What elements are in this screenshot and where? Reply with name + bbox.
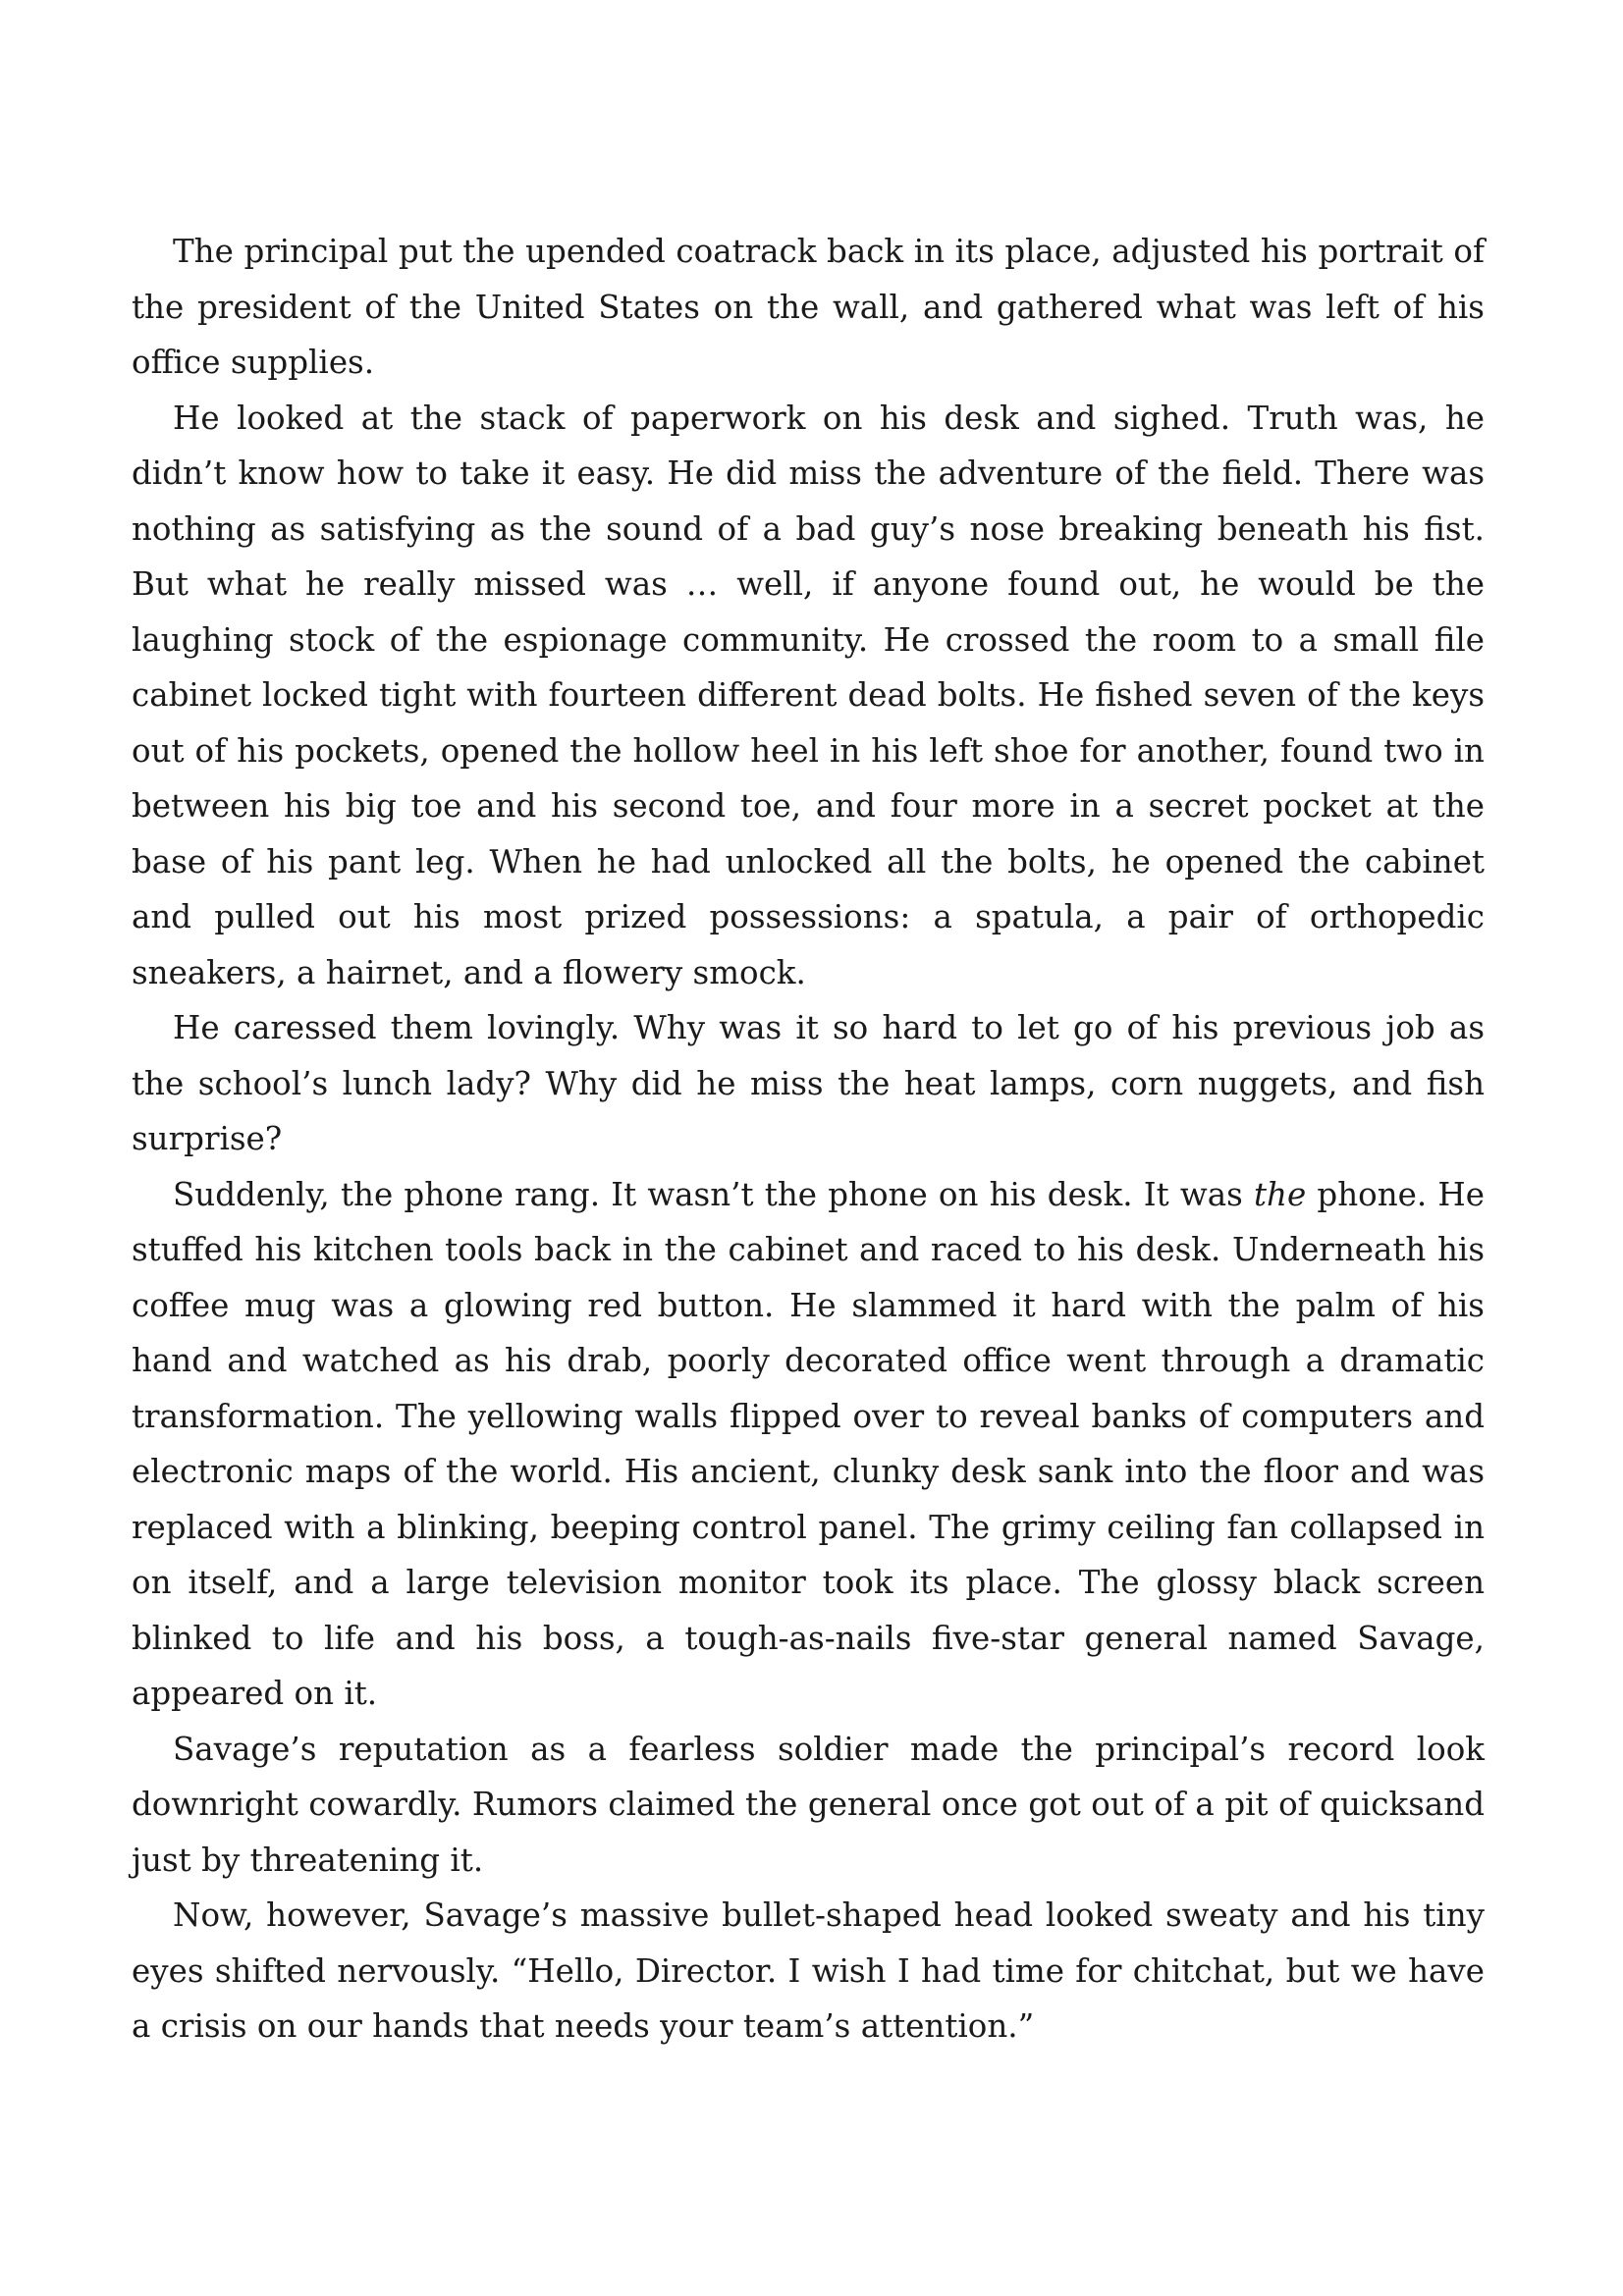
paragraph-6: Now, however, Savage’s massive bullet-shaped head looked sweaty and his tiny eyes shifted nervously. “Hello, Director. I wish I had time for chitchat, but we have a crisis on our hands that needs your team’s attention.” <box>132 1896 1485 2045</box>
paragraph-4-end: phone. He stuffed his kitchen tools back in the cabinet and raced to his desk. Underneath his coffee mug was a glowing red button. He slammed it hard with the palm of his hand and watched as his drab, poorly decorated office went through a dramatic transformation. The yellowing walls flipped over to reveal banks of computers and electronic maps of the world. His ancient, clunky desk sank into the floor and was replaced with a blinking, beeping control panel. The grimy ceiling fan collapsed in on itself, and a large television monitor took its place. The glossy black screen blinked to life and his boss, a tough-as-nails five-star general named Savage, appeared on it. <box>132 1175 1485 1712</box>
emphasized-word: the <box>1253 1175 1307 1213</box>
paragraph-5: Savage’s reputation as a fearless soldier made the principal’s record look downright cowardly. Rumors claimed the general once got out of a pit of quicksand just by threatening it. <box>132 1730 1485 1879</box>
body-text <box>132 224 1485 2055</box>
paragraph-2: He looked at the stack of paperwork on his desk and sighed. Truth was, he didn’t know how to take it easy. He did miss the adventure of the field. There was nothing as satisfying as the sound of a bad guy’s nose breaking beneath his fist. But what he really missed was … well, if anyone found out, he would be the laughing stock of the espionage community. He crossed the room to a small file cabinet locked tight with fourteen different dead bolts. He fished seven of the keys out of his pockets, opened the hollow heel in his left shoe for another, found two in between his big toe and his second toe, and four more in a secret pocket at the base of his pant leg. When he had unlocked all the bolts, he opened the cabinet and pulled out his most prized possessions: a spatula, a pair of orthopedic sneakers, a hairnet, and a flowery smock. <box>132 399 1485 991</box>
paragraph-4-start: Suddenly, the phone rang. It wasn’t the phone on his desk. It was <box>173 1175 1254 1213</box>
paragraph-4 <box>132 1167 1485 1722</box>
paragraph-1: The principal put the upended coatrack back in its place, adjusted his portrait of the president of the United States on the wall, and gathered what was left of his office supplies. <box>132 233 1485 381</box>
paragraph-3: He caressed them lovingly. Why was it so hard to let go of his previous job as the school’s lunch lady? Why did he miss the heat lamps, corn nuggets, and fish surprise? <box>132 1009 1485 1157</box>
